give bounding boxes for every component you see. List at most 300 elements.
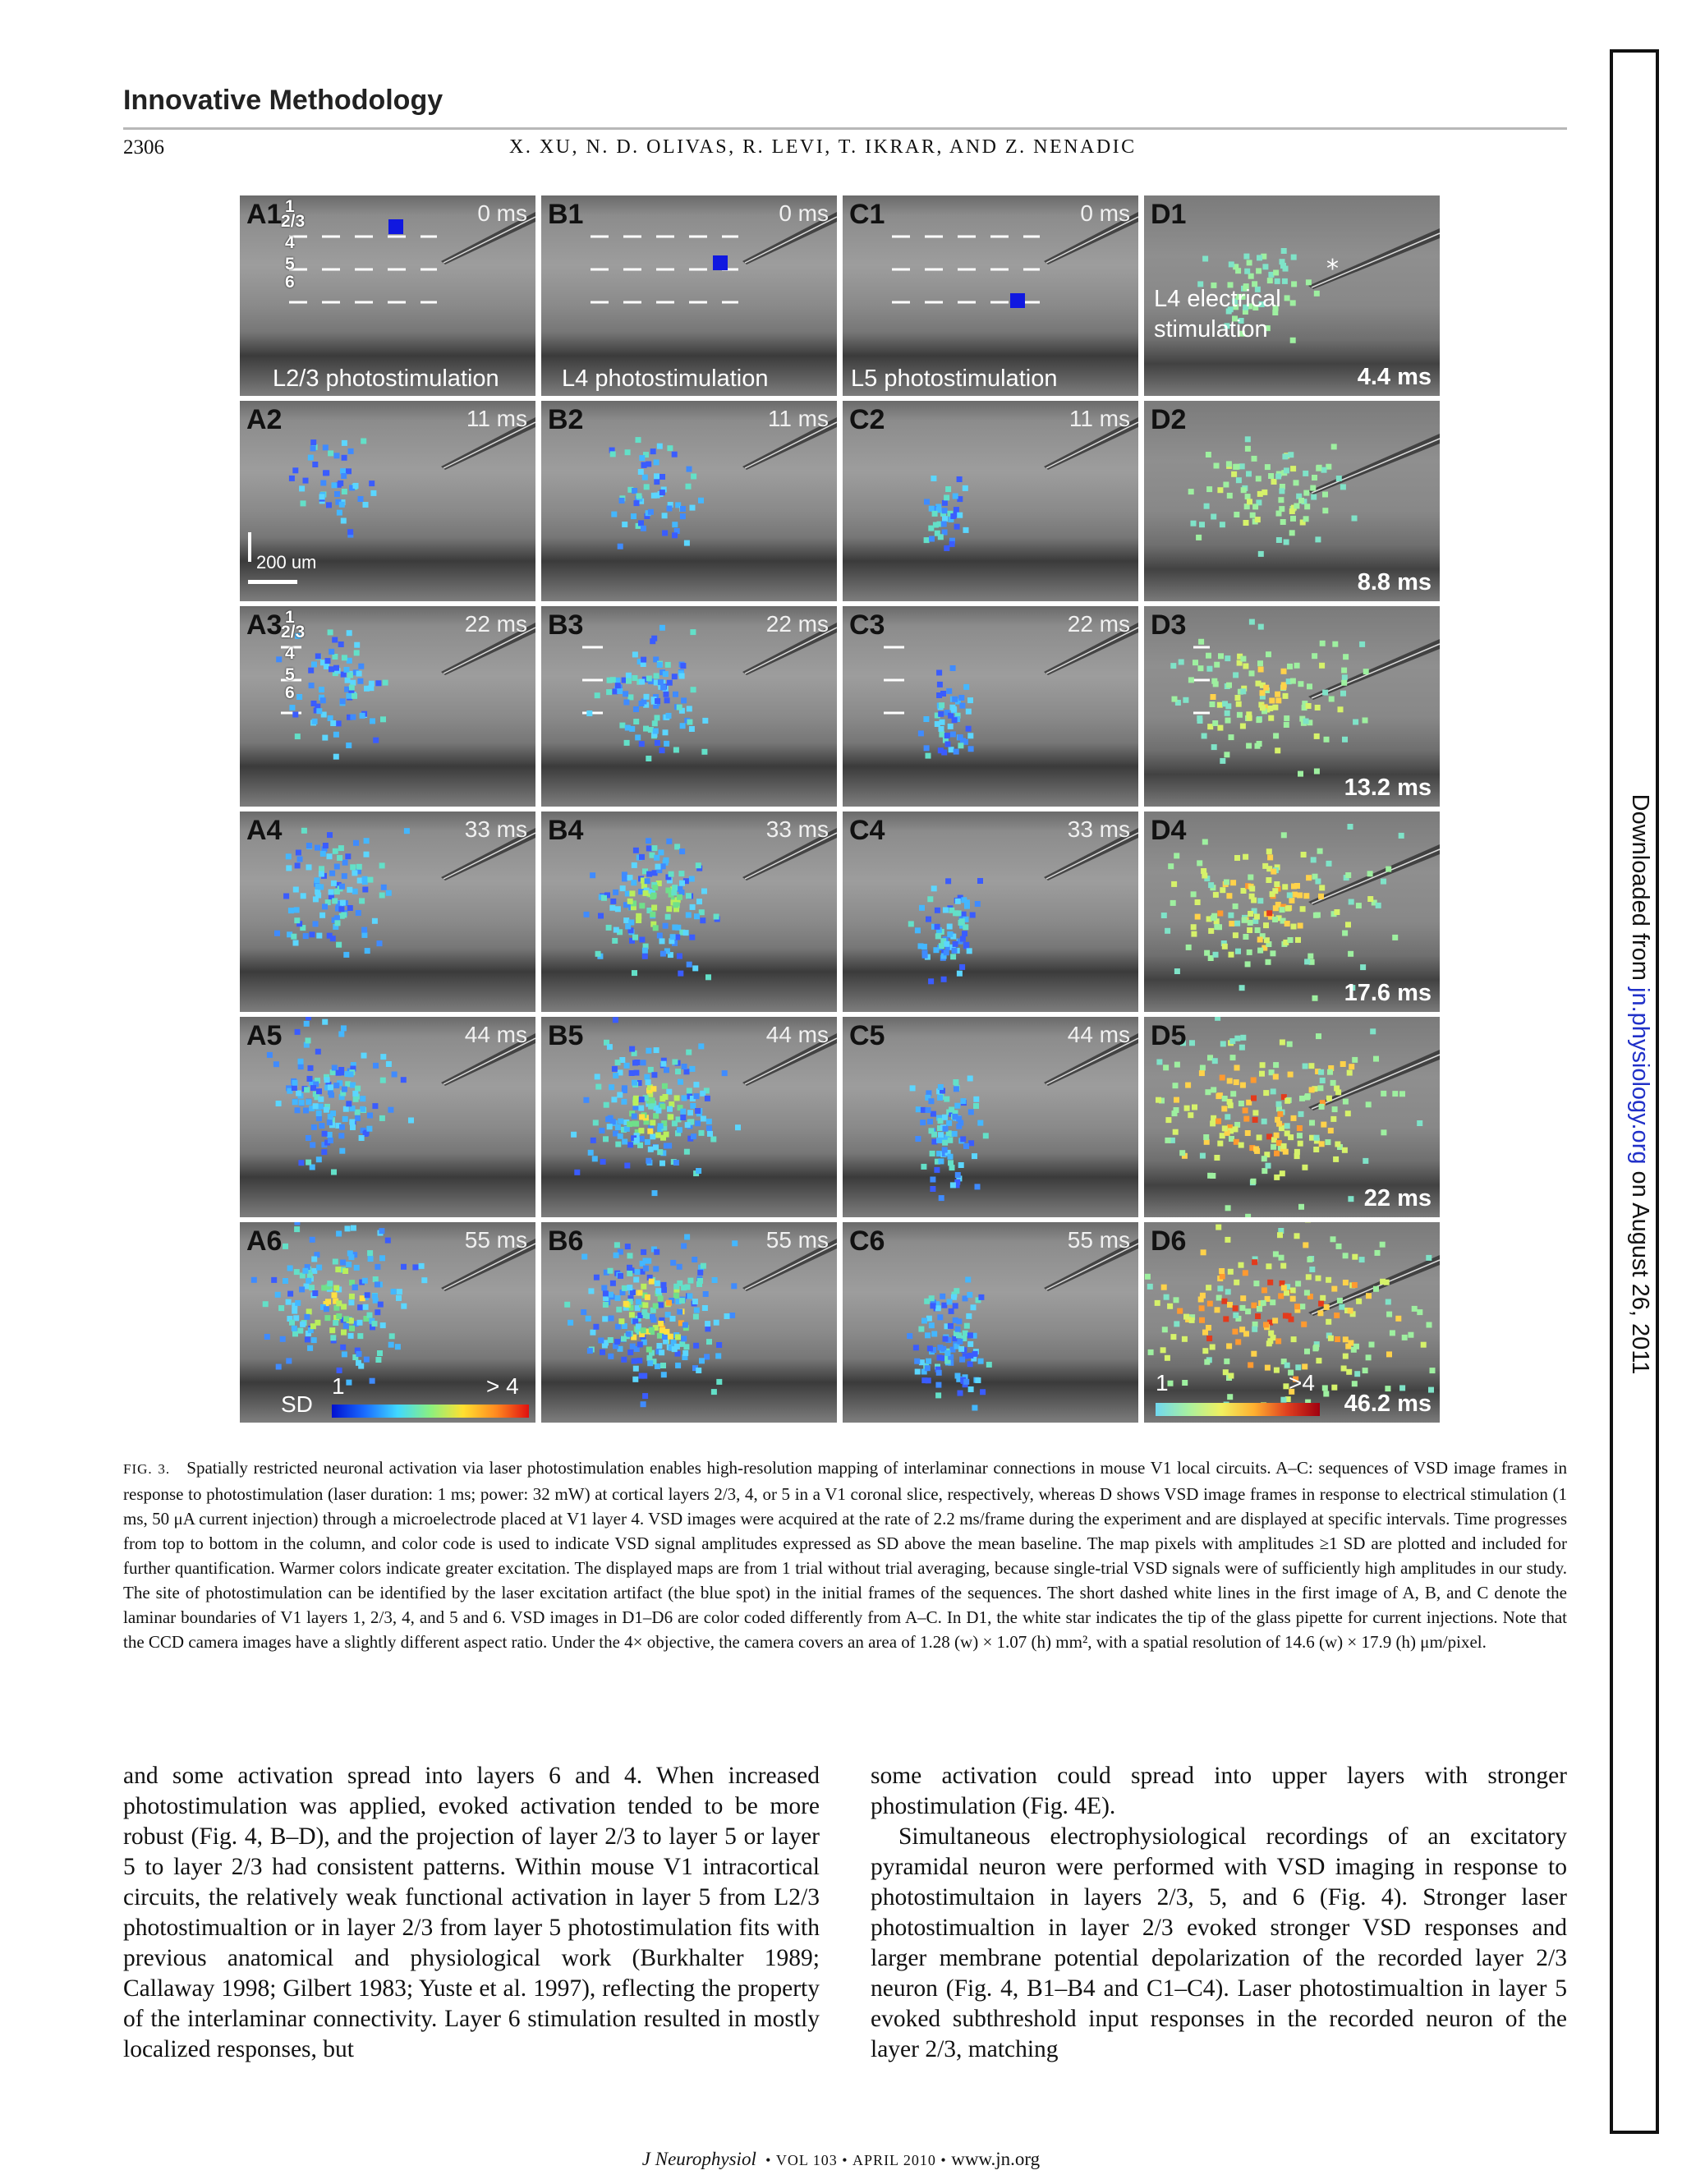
vsd-activation-pixel [1273,733,1279,738]
vsd-activation-pixel [944,733,950,738]
vsd-activation-pixel [1288,937,1294,943]
panel-time: 44 ms [765,1022,829,1047]
vsd-activation-pixel [1226,1343,1232,1349]
vsd-activation-pixel [1216,1093,1221,1099]
vsd-activation-pixel [1242,917,1248,923]
vsd-activation-pixel [1272,705,1278,710]
vsd-activation-pixel [296,1091,301,1097]
vsd-activation-pixel [714,914,719,920]
panel-label: C1 [849,199,885,230]
vsd-activation-pixel [602,1343,608,1349]
vsd-activation-pixel [1284,722,1289,728]
vsd-activation-pixel [970,913,976,918]
vsd-activation-pixel [1221,1106,1227,1111]
vsd-activation-pixel [297,857,303,862]
vsd-activation-pixel [1278,497,1284,503]
vsd-activation-pixel [1327,1069,1333,1075]
vsd-activation-pixel [341,912,347,917]
vsd-activation-pixel [647,1129,653,1134]
vsd-activation-pixel [271,1277,277,1283]
vsd-activation-pixel [672,452,678,457]
vsd-activation-pixel [319,871,324,877]
vsd-activation-pixel [316,1088,322,1094]
vsd-activation-pixel [1245,436,1251,442]
journal-link[interactable]: jn.physiology.org [1627,987,1653,1165]
panel-label: D1 [1151,199,1187,230]
panel-time: 0 ms [779,200,829,226]
vsd-activation-pixel [627,1265,632,1271]
vsd-activation-pixel [668,1334,673,1340]
vsd-activation-pixel [372,1321,378,1326]
vsd-activation-pixel [705,1326,710,1331]
vsd-activation-pixel [1240,724,1246,729]
vsd-activation-pixel [607,1044,613,1050]
vsd-activation-pixel [586,1316,591,1322]
vsd-activation-pixel [666,1089,672,1095]
vsd-activation-pixel [295,733,301,739]
vsd-activation-pixel [306,1017,311,1020]
vsd-activation-pixel [963,485,968,491]
vsd-activation-pixel [933,947,939,953]
vsd-activation-pixel [679,880,685,886]
vsd-activation-pixel [1252,1117,1258,1123]
vsd-activation-pixel [1311,494,1317,500]
vsd-activation-pixel [588,1150,594,1156]
vsd-activation-pixel [1343,1336,1349,1342]
vsd-activation-pixel [967,1341,973,1347]
vsd-activation-pixel [350,1083,356,1088]
vsd-activation-pixel [1230,880,1236,885]
colorbar-min: 1 [332,1373,345,1399]
vsd-activation-pixel [942,1140,948,1146]
vsd-activation-pixel [939,732,944,738]
vsd-activation-pixel [618,1273,623,1279]
vsd-activation-pixel [1281,1285,1287,1291]
vsd-activation-pixel [642,954,648,959]
vsd-activation-pixel [1212,1058,1218,1064]
vsd-activation-pixel [338,1032,344,1037]
vsd-activation-pixel [954,749,959,755]
vsd-activation-pixel [700,1091,705,1097]
vsd-activation-pixel [632,935,638,940]
vsd-activation-pixel [1298,771,1303,777]
vsd-activation-pixel [1281,1143,1287,1149]
vsd-activation-pixel [1191,924,1197,930]
vsd-activation-pixel [360,1295,365,1301]
vsd-activation-pixel [342,1268,348,1274]
vsd-activation-pixel [1356,1299,1362,1304]
vsd-activation-pixel [347,1250,353,1256]
vsd-activation-pixel [1321,1122,1326,1128]
vsd-activation-pixel [348,1071,354,1077]
vsd-activation-pixel [1295,1281,1301,1286]
vsd-activation-pixel [361,439,366,444]
vsd-activation-pixel [1249,886,1255,892]
vsd-activation-pixel [332,654,338,660]
vsd-activation-pixel [1255,927,1261,933]
vsd-activation-pixel [634,500,640,506]
vsd-activation-pixel [675,1334,681,1340]
vsd-activation-pixel [1197,715,1202,721]
vsd-activation-pixel [1235,268,1241,274]
vsd-activation-pixel [380,1322,386,1328]
vsd-activation-pixel [632,1377,638,1382]
panel-time: 33 ms [1067,816,1130,842]
vsd-activation-pixel [1302,1165,1307,1170]
vsd-activation-pixel [646,462,651,467]
vsd-activation-pixel [338,1133,344,1138]
vsd-activation-pixel [655,1288,661,1294]
vsd-activation-pixel [954,1103,960,1109]
vsd-activation-pixel [612,1066,618,1072]
vsd-activation-pixel [627,1142,633,1147]
vsd-activation-pixel [1291,255,1297,260]
vsd-activation-pixel [700,917,705,923]
vsd-activation-pixel [333,848,338,854]
vsd-activation-pixel [1204,950,1210,956]
vsd-activation-pixel [1343,1280,1349,1285]
vsd-activation-pixel [355,1115,361,1121]
vsd-activation-pixel [361,1053,367,1059]
vsd-activation-pixel [625,725,631,731]
vsd-activation-pixel [593,1120,599,1125]
vsd-activation-pixel [361,927,367,933]
vsd-activation-pixel [1275,278,1280,284]
vsd-activation-pixel [1281,248,1287,254]
vsd-activation-pixel [957,476,963,482]
vsd-activation-pixel [926,917,931,922]
vsd-activation-pixel [1268,1331,1274,1336]
vsd-activation-pixel [1343,654,1349,660]
vsd-activation-pixel [1182,1380,1188,1386]
vsd-activation-pixel [326,502,332,508]
vsd-activation-pixel [639,455,645,461]
vsd-activation-pixel [1235,695,1241,701]
vsd-activation-pixel [329,666,334,672]
vsd-activation-pixel [1386,1312,1392,1317]
vsd-activation-pixel [1243,1270,1248,1276]
vsd-activation-pixel [615,1060,621,1065]
vsd-activation-pixel [971,1304,977,1310]
vsd-activation-pixel [1320,641,1326,646]
vsd-activation-pixel [915,1369,921,1375]
vsd-activation-pixel [1322,1385,1328,1391]
vsd-activation-pixel [310,439,316,445]
footer-url[interactable]: www.jn.org [951,2149,1041,2169]
vsd-activation-pixel [692,965,698,971]
vsd-activation-pixel [963,1143,969,1149]
vsd-activation-pixel [421,1277,427,1283]
vsd-activation-pixel [1185,1083,1191,1088]
download-notice [1620,509,1653,1659]
vsd-activation-pixel [972,1405,977,1411]
vsd-activation-pixel [636,1358,642,1363]
vsd-activation-pixel [627,1121,632,1127]
vsd-activation-pixel [1263,1090,1269,1096]
vsd-activation-pixel [1417,1120,1422,1126]
vsd-activation-pixel [641,1327,646,1333]
vsd-activation-pixel [306,1308,312,1314]
vsd-activation-pixel [677,894,682,900]
vsd-activation-pixel [306,843,312,848]
vsd-activation-pixel [349,1326,355,1331]
vsd-activation-pixel [650,912,655,917]
vsd-activation-pixel [661,1372,667,1377]
panel-time: 22 ms [1067,611,1130,637]
vsd-activation-pixel [1204,1359,1210,1365]
vsd-activation-pixel [341,473,347,479]
vsd-activation-pixel [921,1164,926,1170]
vsd-activation-pixel [921,944,927,949]
vsd-activation-pixel [615,906,621,912]
vsd-activation-pixel [643,1266,649,1271]
vsd-activation-pixel [292,1326,297,1331]
vsd-activation-pixel [1260,690,1266,696]
vsd-activation-pixel [367,1250,373,1256]
vsd-activation-pixel [1352,1282,1358,1288]
vsd-activation-pixel [364,686,370,692]
vsd-activation-pixel [696,1368,701,1373]
vsd-activation-pixel [1212,720,1218,726]
vsd-activation-pixel [1248,875,1253,880]
caption-text: Spatially restricted neuronal activation via laser photostimulation enables high-resolution mapping of interlaminar connections in mouse V1 local circuits. A–C: sequences of VSD image frames in response to photostimulation (laser duration: 1 ms; power: 32 mW) at cortical layers 2/3, 4, or 5 in a V1 coronal slice, respectively, whereas D shows VSD image frames in response to electrical stimulation (1 ms, 50 μA current injection) through a microelectrode placed at V1 layer 4. VSD images were acquired at the rate of 2.2 ms/frame during the experiment and are displayed at specific intervals. Time progresses from top to bottom in the column, and color code is used to indicate VSD signal amplitudes expressed as SD above the mean baseline. The map pixels with amplitudes ≥1 SD are plotted and included for further quantification. Warmer colors indicate greater excitation. The displayed maps are from 1 trial without trial averaging, because single-trial VSD signals were of sufficiently high amplitudes in our study. The site of photostimulation can be identified by the laser excitation artifact (the blue spot) in the initial frames of the sequences. The short dashed white lines in the first image of A, B, and C denote the laminar boundaries of V1 layers 1, 2/3, 4, and 5 and 6. VSD images in D1–D6 are color coded differently from A–C. In D1, the white star indicates the tip of the glass pipette for current injections. Note that the CCD camera images have a slightly different aspect ratio. Under the 4× objective, the camera covers an area of 1.28 (w) × 1.07 (h) mm², with a spatial resolution of 14.6 (w) × 17.9 (h) μm/pixel. [123,1458,1567,1652]
vsd-activation-pixel [395,1344,401,1349]
vsd-activation-pixel [564,1302,570,1308]
vsd-activation-pixel [1234,921,1240,926]
vsd-activation-pixel [958,1346,964,1352]
vsd-activation-pixel [322,903,328,909]
panel-b4 [541,812,837,1012]
vsd-activation-pixel [1275,474,1281,480]
vsd-activation-pixel [337,1368,342,1373]
vsd-activation-pixel [311,1257,317,1262]
vsd-activation-pixel [1343,1253,1349,1258]
vsd-activation-pixel [386,1061,392,1067]
vsd-activation-pixel [322,735,328,741]
vsd-activation-pixel [1386,1299,1391,1305]
vsd-activation-pixel [1345,1344,1351,1349]
vsd-activation-pixel [608,1354,614,1359]
vsd-activation-pixel [935,1392,941,1398]
vsd-activation-pixel [357,1304,363,1310]
vsd-activation-pixel [936,1370,942,1376]
vsd-activation-pixel [357,678,363,684]
vsd-activation-pixel [1197,860,1202,866]
vsd-activation-pixel [943,1336,949,1342]
vsd-activation-pixel [1247,949,1252,955]
vsd-activation-pixel [333,665,339,671]
vsd-activation-pixel [1412,1306,1418,1312]
vsd-activation-pixel [637,1341,643,1347]
vsd-activation-pixel [644,694,650,700]
vsd-activation-pixel [908,921,914,926]
vsd-activation-pixel [1173,1129,1179,1135]
vsd-activation-pixel [286,865,292,871]
vsd-activation-pixel [706,1339,712,1345]
vsd-activation-pixel [1183,697,1188,703]
vsd-activation-pixel [650,1133,655,1139]
vsd-activation-pixel [347,887,352,893]
vsd-activation-pixel [312,719,318,724]
colorbar-unit: SD [281,1391,313,1417]
panel-time: 11 ms [767,406,829,431]
vsd-activation-pixel [660,1061,666,1067]
vsd-activation-pixel [652,720,658,726]
panel-time: 22 ms [1363,1185,1432,1212]
vsd-activation-pixel [309,683,315,688]
vsd-activation-pixel [980,1389,986,1395]
vsd-activation-pixel [959,1357,965,1363]
vsd-activation-pixel [322,1131,328,1137]
vsd-activation-pixel [350,864,356,870]
vsd-activation-pixel [1267,278,1273,283]
vsd-activation-pixel [331,880,337,886]
vsd-activation-pixel [347,529,353,535]
vsd-activation-pixel [697,1270,703,1276]
vsd-activation-pixel [644,484,650,490]
vsd-activation-pixel [1297,893,1303,899]
vsd-activation-pixel [615,1324,621,1330]
vsd-activation-pixel [1145,1274,1151,1280]
vsd-activation-pixel [638,520,644,526]
panel-label: B3 [548,609,584,641]
vsd-activation-pixel [1206,653,1211,659]
vsd-activation-pixel [667,680,673,686]
vsd-activation-pixel [1301,1322,1307,1327]
vsd-activation-pixel [1208,928,1214,934]
vsd-activation-pixel [1224,880,1229,885]
vsd-activation-pixel [958,734,963,740]
panel-a1 [240,195,535,396]
vsd-activation-pixel [373,1276,379,1282]
vsd-activation-pixel [294,1222,300,1225]
vsd-activation-pixel [648,509,654,515]
vsd-activation-pixel [367,877,373,883]
vsd-activation-pixel [646,1079,651,1085]
vsd-activation-pixel [1284,1123,1290,1129]
vsd-activation-pixel [1318,1301,1324,1307]
vsd-activation-pixel [1298,681,1303,687]
vsd-activation-pixel [1273,270,1279,276]
vsd-activation-pixel [672,925,678,931]
vsd-activation-pixel [1214,924,1220,930]
vsd-activation-pixel [320,480,326,486]
vsd-activation-pixel [286,1299,292,1305]
vsd-activation-pixel [703,1291,709,1297]
vsd-activation-pixel [696,1281,702,1287]
vsd-activation-pixel [1239,985,1245,991]
vsd-activation-pixel [646,1347,652,1353]
vsd-activation-pixel [1233,932,1239,938]
vsd-activation-pixel [600,1349,605,1355]
figure-3 [240,195,1444,1442]
vsd-activation-pixel [1244,269,1250,274]
vsd-activation-pixel [346,1262,352,1267]
vsd-activation-pixel [286,853,292,859]
vsd-activation-pixel [1234,464,1240,470]
vsd-activation-pixel [963,924,968,930]
vsd-activation-pixel [1179,1150,1185,1156]
vsd-activation-pixel [953,1079,958,1085]
vsd-activation-pixel [655,493,660,499]
vsd-activation-pixel [1210,1345,1216,1350]
vsd-activation-pixel [690,904,696,910]
vsd-activation-pixel [1376,903,1381,908]
vsd-activation-pixel [334,915,340,921]
vsd-activation-pixel [293,887,299,893]
vsd-activation-pixel [613,1017,618,1023]
vsd-activation-pixel [1269,698,1275,704]
body-paragraph: some activation could spread into upper layers with stronger phostimulation (Fig. 4E). [871,1763,1567,1819]
vsd-activation-pixel [944,494,949,500]
panel-a3 [240,606,535,807]
vsd-activation-pixel [1257,898,1263,903]
vsd-activation-pixel [315,1049,321,1055]
vsd-activation-pixel [338,641,344,647]
vsd-activation-pixel [1174,968,1180,974]
vsd-activation-pixel [646,845,652,851]
vsd-activation-pixel [324,1077,330,1083]
vsd-activation-pixel [607,1124,613,1129]
vsd-activation-pixel [939,702,944,708]
vsd-activation-pixel [1298,1141,1303,1147]
colorbar-d-min: 1 [1156,1370,1169,1395]
panel-c6 [843,1222,1138,1423]
vsd-activation-pixel [304,1087,310,1092]
vsd-activation-pixel [316,1110,322,1116]
vsd-activation-pixel [1188,1112,1193,1118]
vsd-activation-pixel [1353,720,1358,725]
vsd-activation-pixel [386,890,392,896]
vsd-activation-pixel [1289,530,1295,536]
vsd-activation-pixel [1245,1308,1251,1314]
panel-time: 44 ms [1067,1022,1130,1047]
vsd-activation-pixel [1266,1340,1272,1346]
vsd-activation-pixel [1191,931,1197,937]
vsd-activation-pixel [1220,1041,1226,1046]
vsd-activation-pixel [1334,1313,1340,1318]
d1-caption-line1: L4 electrical [1154,286,1281,312]
vsd-activation-pixel [655,740,660,746]
vsd-activation-pixel [617,1092,623,1098]
vsd-activation-pixel [924,499,930,505]
vsd-activation-pixel [310,1323,316,1329]
vsd-activation-pixel [1167,1304,1173,1309]
vsd-activation-pixel [1262,1119,1267,1124]
vsd-activation-pixel [1165,1117,1171,1123]
vsd-activation-pixel [957,513,963,518]
vsd-activation-pixel [332,637,338,643]
vsd-activation-pixel [659,474,665,480]
body-column-right [871,1761,1567,2065]
vsd-activation-pixel [1322,492,1328,498]
vsd-activation-pixel [936,692,942,698]
vsd-activation-pixel [1220,1075,1225,1081]
vsd-activation-pixel [595,1074,600,1079]
vsd-activation-pixel [304,1021,310,1027]
layer-label: 5 [285,665,295,684]
vsd-activation-pixel [341,518,347,524]
vsd-activation-pixel [348,448,354,454]
panel-time: 22 ms [464,611,527,637]
vsd-activation-pixel [1249,894,1255,899]
vsd-activation-pixel [1280,684,1286,690]
vsd-activation-pixel [1315,536,1321,542]
vsd-activation-pixel [938,1084,944,1090]
vsd-activation-pixel [310,931,315,937]
vsd-activation-pixel [1320,1078,1326,1083]
vsd-activation-pixel [1348,951,1353,957]
